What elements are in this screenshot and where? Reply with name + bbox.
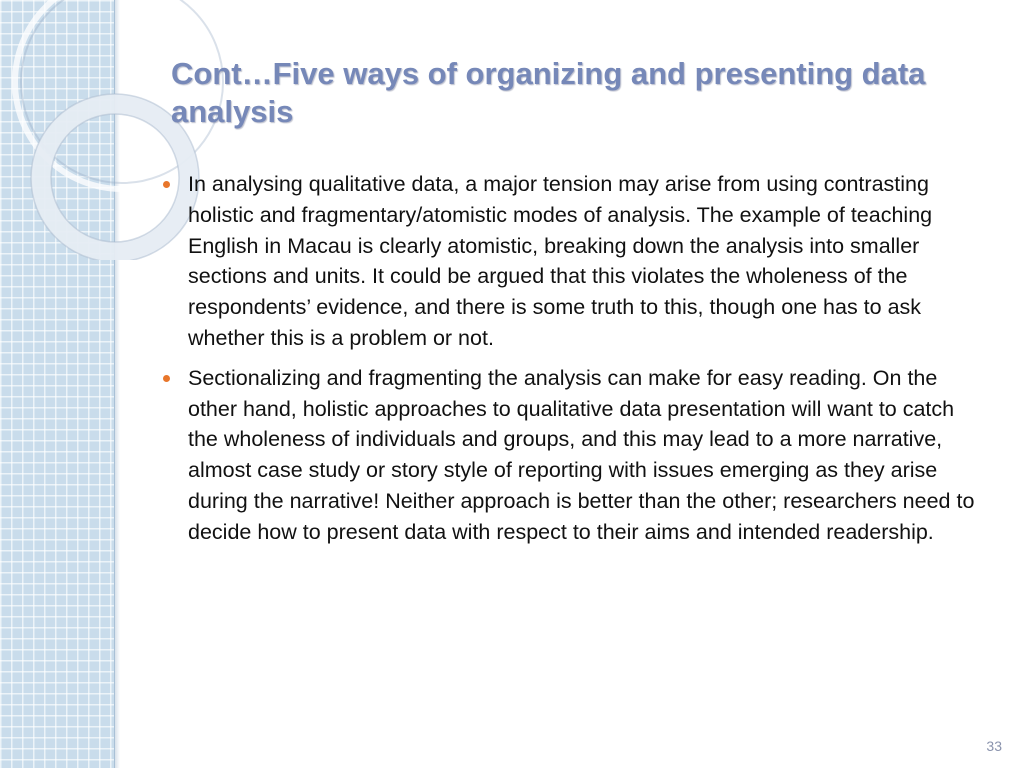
slide-title: Cont…Five ways of organizing and presenting data analysis	[171, 56, 926, 129]
bullet-text: Sectionalizing and fragmenting the analysis can make for easy reading. On the other hand, holistic approaches to qualitative data presentation will want to catch the wholeness of individuals and groups, and this may lead to a more narrative, almost case study or story style of reporting with issues emerging as they arise during the narrative! Neither approach is better than the other; researchers need to decide how to present data with respect to their aims and intended readership.	[188, 365, 975, 544]
bullet-text: In analysing qualitative data, a major tension may arise from using contrasting holistic and fragmentary/atomistic modes of analysis. The example of teaching English in Macau is clearly atomistic, breaking down the analysis into smaller sections and units. It could be argued that this violates the wholeness of the respondents’ evidence, and there is some truth to this, though one has to ask whether this is a problem or not.	[188, 172, 933, 350]
page-number: 33	[986, 738, 1002, 754]
bullet-dot-icon	[163, 181, 170, 188]
bullet-item	[160, 363, 985, 548]
bullet-dot-icon	[163, 375, 170, 382]
bullet-list	[160, 169, 985, 557]
bullet-item	[160, 169, 985, 354]
